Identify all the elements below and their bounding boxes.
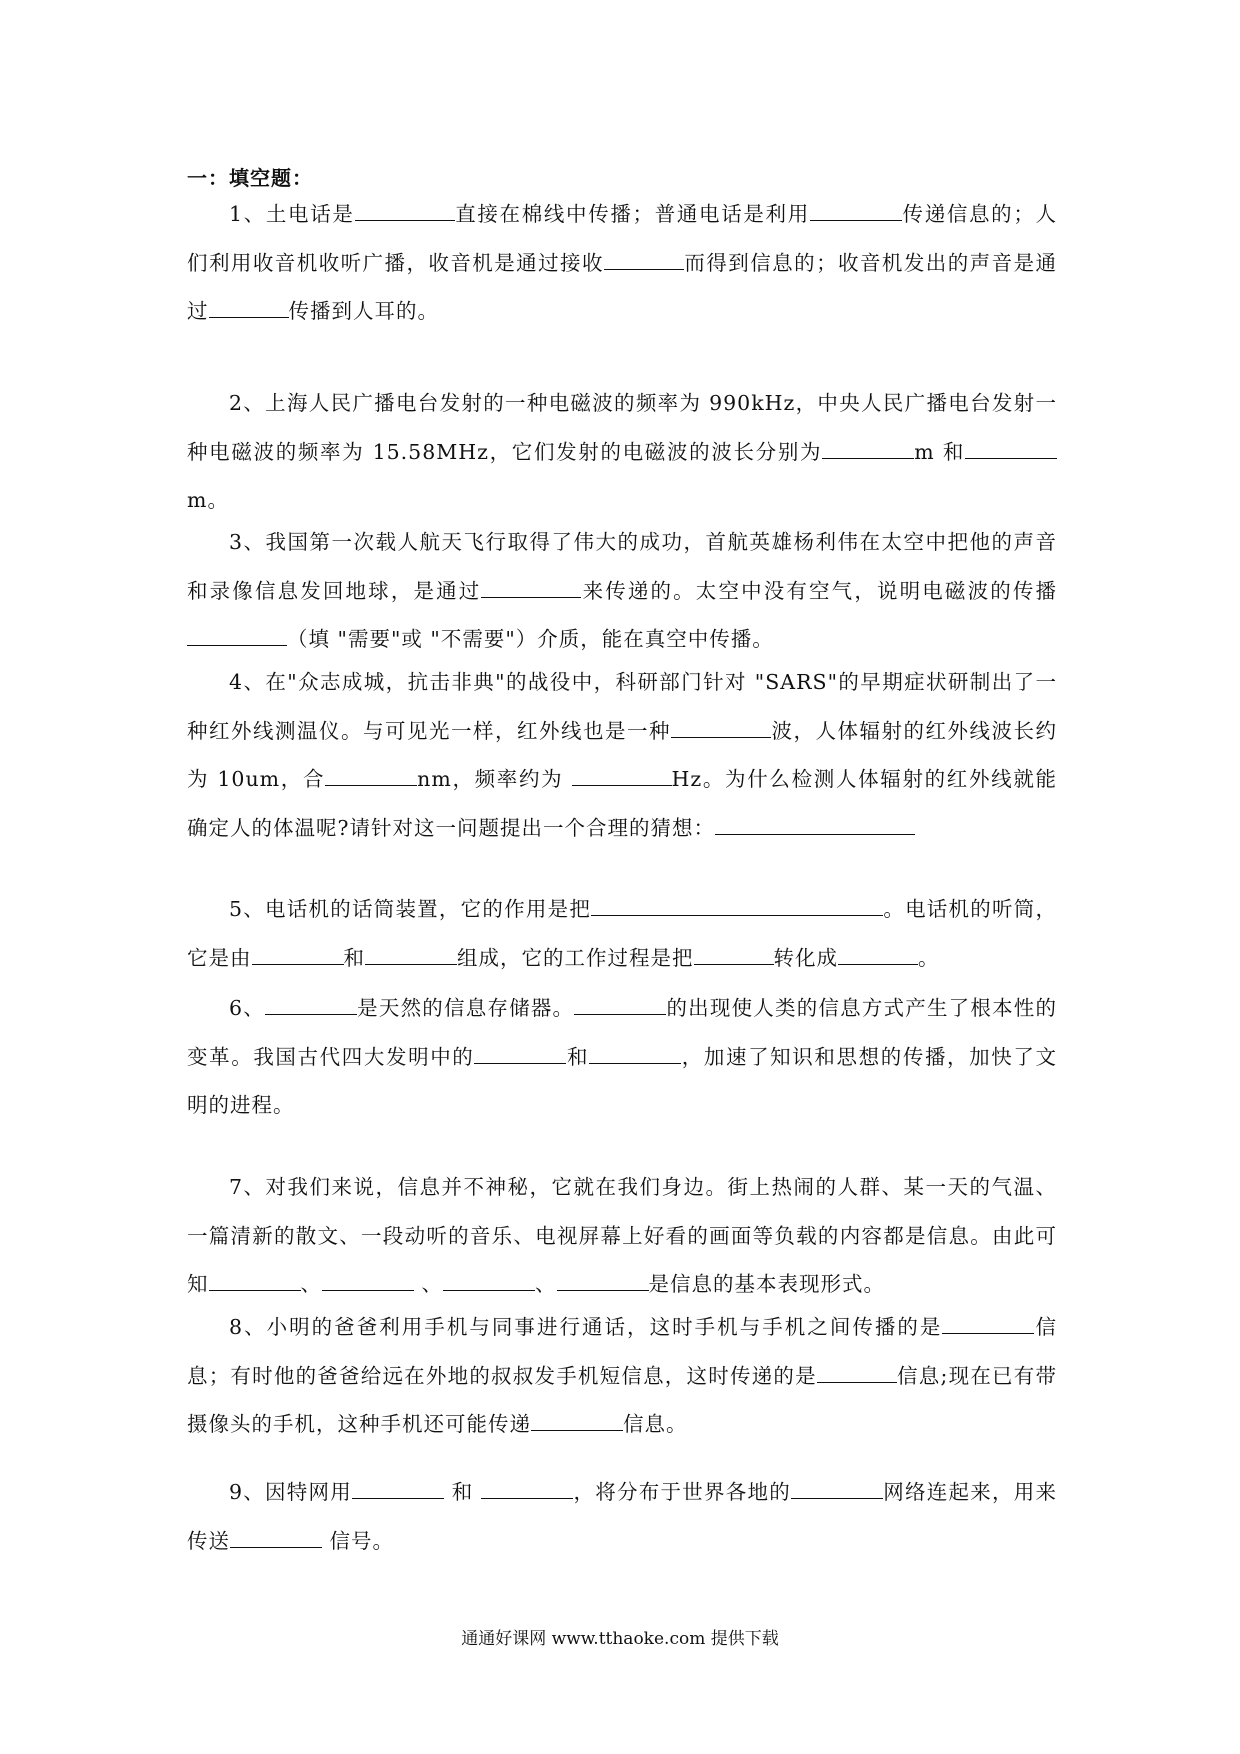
question-text: 1、土电话是 — [229, 202, 355, 226]
question-text: 。 — [918, 945, 940, 970]
answer-blank[interactable] — [355, 200, 455, 221]
question-2 — [187, 379, 1057, 525]
question-text: 2、上海人民广播电台发射的一种电磁波的频率为 990kHz，中央人民广播电台发射一种电磁波的频率为 15.58MHz，它们发射的电磁波的波长分别为 — [187, 391, 1057, 464]
question-3 — [187, 518, 1057, 664]
answer-blank[interactable] — [694, 944, 774, 965]
question-5 — [187, 885, 1057, 982]
question-text: ，将分布于世界各地的 — [573, 1480, 792, 1504]
answer-blank[interactable] — [715, 814, 915, 835]
answer-blank[interactable] — [591, 895, 883, 916]
question-text: 、 — [535, 1272, 557, 1296]
question-text: m 和 — [914, 439, 965, 464]
answer-blank[interactable] — [365, 944, 457, 965]
question-text: 9、因特网用 — [229, 1480, 353, 1504]
answer-blank[interactable] — [572, 765, 672, 786]
answer-blank[interactable] — [574, 994, 666, 1015]
answer-blank[interactable] — [791, 1478, 883, 1499]
question-text: 信息。 — [623, 1412, 688, 1436]
question-text: 转化成 — [773, 945, 838, 970]
answer-blank[interactable] — [209, 1270, 301, 1291]
answer-blank[interactable] — [965, 438, 1057, 459]
question-text: （填 "需要"或 "不需要"）介质，能在真空中传播。 — [287, 627, 774, 651]
question-text: 直接在棉线中传播；普通电话是利用 — [454, 202, 810, 226]
answer-blank[interactable] — [671, 717, 771, 738]
question-text: ，加速了知识和思想的传播，加快了文明的进程。 — [187, 1044, 1057, 1117]
answer-blank[interactable] — [265, 994, 357, 1015]
question-text: 组成，它的工作过程是把 — [457, 945, 694, 970]
page-footer: 通通好课网 www.tthaoke.com 提供下载 — [461, 1629, 779, 1649]
question-text: m。 — [187, 488, 229, 512]
question-text: 是天然的信息存储器。 — [356, 996, 575, 1020]
question-text: 4、在"众志成城，抗击非典"的战役中，科研部门针对 "SARS"的早期症状研制出了一种红外线测温仪。与可见光一样，红外线也是一种 — [187, 670, 1057, 743]
question-text: 来传递的。太空中没有空气，说明电磁波的传播 — [581, 578, 1058, 603]
question-text: 。电话机的听筒，它是由 — [187, 897, 1057, 970]
answer-blank[interactable] — [822, 438, 914, 459]
answer-blank[interactable] — [325, 765, 417, 786]
answer-blank[interactable] — [589, 1043, 681, 1064]
question-text: 是信息的基本表现形式。 — [648, 1272, 886, 1296]
answer-blank[interactable] — [209, 297, 289, 318]
question-text: 信息;现在已有带摄像头的手机，这种手机还可能传递 — [187, 1363, 1057, 1436]
question-text: 信号。 — [322, 1528, 395, 1553]
answer-blank[interactable] — [557, 1270, 649, 1291]
question-text: 的出现使人类的信息方式产生了根本性的变革。我国古代四大发明中的 — [187, 996, 1058, 1069]
question-text: 、 — [414, 1272, 444, 1296]
question-text: 传递信息的；人们利用收音机收听广播，收音机是通过接收 — [187, 202, 1058, 275]
question-text: 5、电话机的话筒装置，它的作用是把 — [229, 897, 592, 921]
question-text: 8、小明的爸爸利用手机与同事进行通话，这时手机与手机之间传播的是 — [229, 1315, 943, 1339]
question-8 — [187, 1303, 1057, 1449]
answer-blank[interactable] — [352, 1478, 444, 1499]
answer-blank[interactable] — [838, 944, 918, 965]
question-1 — [187, 190, 1057, 336]
answer-blank[interactable] — [322, 1270, 414, 1291]
question-text: Hz。为什么检测人体辐射的红外线就能确定人的体温呢?请针对这一问题提出一个合理的猜想： — [187, 767, 1057, 840]
question-text: nm，频率约为 — [417, 767, 572, 791]
question-text: 3、我国第一次载人航天飞行取得了伟大的成功，首航英雄杨利伟在太空中把他的声音和录像信息发回地球，是通过 — [187, 530, 1057, 603]
question-text: 和 — [343, 945, 365, 970]
question-text: 波，人体辐射的红外线波长约为 10um，合 — [187, 718, 1057, 791]
answer-blank[interactable] — [942, 1313, 1034, 1334]
question-text: 网络连起来，用来传送 — [187, 1480, 1058, 1553]
question-7 — [187, 1163, 1057, 1309]
answer-blank[interactable] — [481, 1478, 573, 1499]
question-9 — [187, 1468, 1057, 1565]
question-text: 信息；有时他的爸爸给远在外地的叔叔发手机短信息，这时传递的是 — [187, 1315, 1057, 1388]
answer-blank[interactable] — [481, 577, 581, 598]
question-text: 而得到信息的；收音机发出的声音是通过 — [187, 250, 1058, 323]
section-title: 一：填空题： — [187, 166, 313, 190]
question-text: 传播到人耳的。 — [288, 299, 439, 323]
answer-blank[interactable] — [817, 1362, 897, 1383]
question-text: 、 — [300, 1272, 322, 1296]
answer-blank[interactable] — [531, 1410, 623, 1431]
answer-blank[interactable] — [474, 1043, 566, 1064]
answer-blank[interactable] — [443, 1270, 535, 1291]
answer-blank[interactable] — [604, 249, 684, 270]
question-text: 和 — [566, 1044, 590, 1069]
answer-blank[interactable] — [230, 1527, 322, 1548]
question-text: 6、 — [229, 996, 265, 1020]
question-text: 和 — [444, 1480, 482, 1504]
answer-blank[interactable] — [187, 625, 287, 646]
question-4 — [187, 658, 1057, 852]
answer-blank[interactable] — [810, 200, 902, 221]
question-6 — [187, 984, 1057, 1130]
answer-blank[interactable] — [252, 944, 344, 965]
question-text: 7、对我们来说，信息并不神秘，它就在我们身边。街上热闹的人群、某一天的气温、一篇清新的散文、一段动听的音乐、电视屏幕上好看的画面等负载的内容都是信息。由此可知 — [187, 1175, 1057, 1296]
